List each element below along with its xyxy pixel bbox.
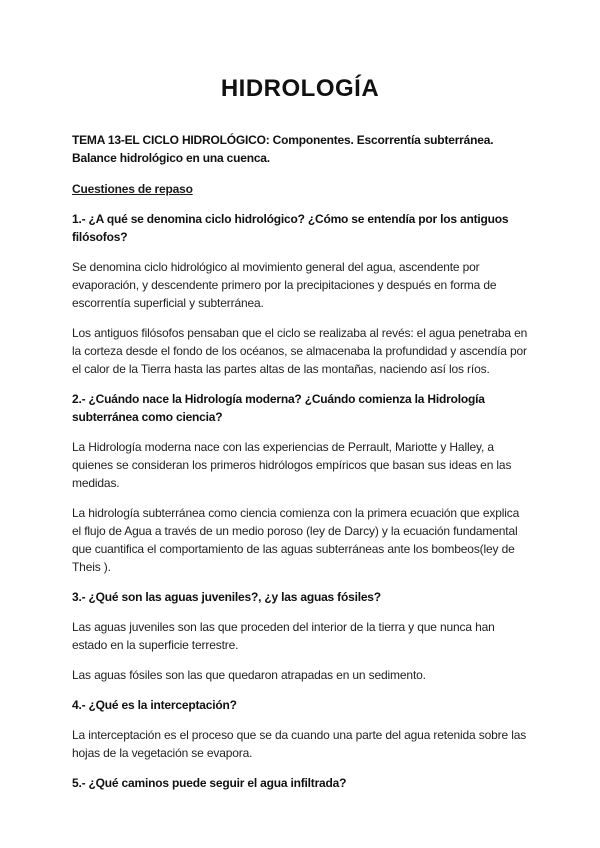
answer-2-1: La Hidrología moderna nace con las experiencias de Perrault, Mariotte y Halley, a quienes se consideran los primeros hidrólogos empíricos que basan sus ideas en las medidas. bbox=[72, 440, 512, 490]
answer-2-2: La hidrología subterránea como ciencia comienza con la primera ecuación que explica el flujo de Agua a través de un medio poroso (ley de Darcy) y la ecuación fundamental que cuantifica el comportamiento de las aguas subterráneas ante los bombeos(ley de Theis ). bbox=[72, 506, 520, 574]
topic-heading: TEMA 13-EL CICLO HIDROLÓGICO: Componentes. Escorrentía subterránea. Balance hidrológico en una cuenca. bbox=[72, 133, 494, 165]
question-block-1 bbox=[72, 210, 528, 378]
question-3: 3.- ¿Qué son las aguas juveniles?, ¿y las aguas fósiles? bbox=[72, 590, 381, 604]
question-2: 2.- ¿Cuándo nace la Hidrología moderna? ¿Cuándo comienza la Hidrología subterránea como ciencia? bbox=[72, 392, 485, 424]
answer-3-1: Las aguas juveniles son las que proceden del interior de la tierra y que nunca han estado en la superficie terrestre. bbox=[72, 620, 495, 652]
question-5: 5.- ¿Qué caminos puede seguir el agua infiltrada? bbox=[72, 776, 347, 790]
answer-4-1: La interceptación es el proceso que se da cuando una parte del agua retenida sobre las hojas de la vegetación se evapora. bbox=[72, 728, 527, 760]
question-block-2 bbox=[72, 390, 528, 576]
question-block-3 bbox=[72, 588, 528, 684]
question-block-5 bbox=[72, 774, 528, 792]
section-heading: Cuestiones de repaso bbox=[72, 182, 193, 196]
question-4: 4.- ¿Qué es la interceptación? bbox=[72, 698, 237, 712]
answer-1-1: Se denomina ciclo hidrológico al movimiento general del agua, ascendente por evaporación, y descendente primero por la precipitaciones y después en forma de escorrentía superficial y subterránea. bbox=[72, 260, 497, 310]
page-title: HIDROLOGÍA bbox=[220, 75, 380, 102]
question-block-4 bbox=[72, 696, 528, 762]
answer-1-2: Los antiguos filósofos pensaban que el ciclo se realizaba al revés: el agua penetraba en la corteza desde el fondo de los océanos, se almacenaba la profundidad y ascendía por el calor de la Tierra hasta las partes altas de las montañas, naciendo así los ríos. bbox=[72, 326, 528, 376]
question-1: 1.- ¿A qué se denomina ciclo hidrológico? ¿Cómo se entendía por los antiguos filósofos? bbox=[72, 212, 509, 244]
answer-3-2: Las aguas fósiles son las que quedaron atrapadas en un sedimento. bbox=[72, 668, 426, 682]
